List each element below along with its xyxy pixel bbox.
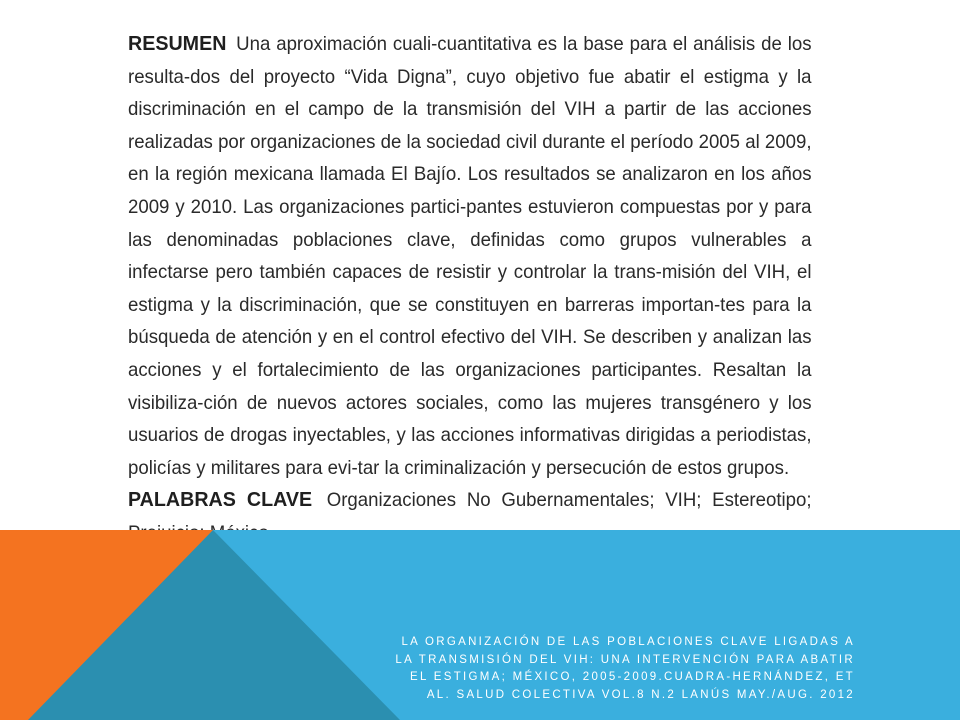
keywords-body: Organizaciones No Gubernamentales; VIH; Estereotipo; <box>326 489 812 512</box>
abstract-text-block <box>128 28 812 550</box>
keywords-heading: PALABRAS CLAVE <box>128 488 313 512</box>
footer-band <box>0 530 960 720</box>
citation-text: LA ORGANIZACIÓN DE LAS POBLACIONES CLAVE LIGADAS A LA TRANSMISIÓN DEL VIH: UNA INTERVENCIÓN PARA ABATIR EL ESTIGMA; MÉXICO, 2005-2009.CUADRA-HERNÁNDEZ, ET AL. SALUD COLECTIVA VOL.8 N.2 LANÚS MAY./AUG. 2012 <box>395 636 855 701</box>
resumen-body: Una aproximación cuali-cuantitativa es la base para el análisis de los resulta-dos del proyecto “Vida Digna”, cuyo objetivo fue abatir el estigma y la discriminación en el campo de la transmisión del VIH a partir de las acciones realizadas por organizaciones de la sociedad civil durante el período 2005 al 2009, en la región mexicana llamada El Bajío. Los resultados se analizaron en los años 2009 y 2010. Las organizaciones partici-pantes estuvieron compuestas por y para las denominadas poblaciones clave, definidas como grupos vulnerables a infectarse pero también capaces de resistir y controlar la trans-misión del VIH, el estigma y la discriminación, que se constituyen en barreras importan-tes para la búsqueda de atención y en el control efectivo del VIH. Se describen y analizan las acciones y el fortalecimiento de las organizaciones participantes. Resaltan la visibiliza-ción de nuevos actores sociales, como las mujeres transgénero y los usuarios de drogas inyectables, y las acciones informativas dirigidas a periodistas, policías y militares para evi-tar la criminalización y persecución de estos grupos. <box>128 33 812 479</box>
resumen-heading: RESUMEN <box>128 32 227 55</box>
resumen-paragraph <box>128 28 812 484</box>
